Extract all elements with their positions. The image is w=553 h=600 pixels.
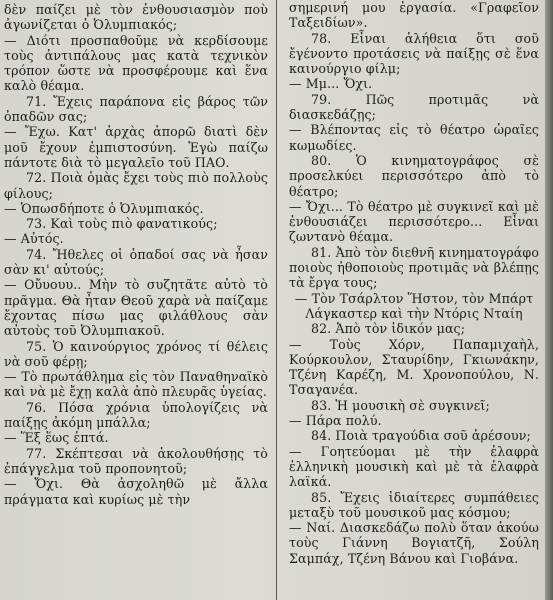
answer: — Ναί. Διασκεδάζω πολὺ ὅταν ἀκούω τοὺς Γιάννη Βογιατζῆ, Σούλη Σαμπάχ, Τζένη Βάνου καὶ Γιοβάνα. xyxy=(289,520,539,566)
question: 80. Ὁ κινηματογράφος σὲ προσελκύει περισσότερο ἀπὸ τὸ θέατρο; xyxy=(289,152,539,199)
question: 71. Ἔχεις παράπονα εἰς βάρος τῶν ὀπαδῶν σας; xyxy=(4,93,268,125)
answer: — Ὁπωσδήποτε ὁ Ὀλυμπιακός. xyxy=(4,200,204,216)
page-edge-shadow xyxy=(545,0,553,600)
question: 85. Ἔχεις ἰδιαίτερες συμπάθειες μεταξὺ τοῦ μουσικοῦ μας κόσμου; xyxy=(289,489,539,520)
answer: — Τὸ πρωτάθλημα εἰς τὸν Παναθηναϊκὸ καὶ νὰ μὲ ἔχῃ καλὰ ἀπὸ πλευρᾶς ὑγείας. xyxy=(4,369,268,400)
answer: — Τοὺς Χόρν, Παπαμιχαὴλ, Κούρκουλον, Σταυρίδην, Γκιωνάκην, Τζένη Καρέζη, Μ. Χρονοπούλου, Ν. Τσαγανέα. xyxy=(289,336,539,398)
answer: — Ἕξ ἕως ἑπτά. xyxy=(4,430,109,446)
left-column xyxy=(4,2,268,600)
right-column xyxy=(289,0,539,600)
question: 77. Σκέπτεσαι νὰ ἀκολουθήσῃς τὸ ἐπάγγελμα τοῦ προπονητοῦ; xyxy=(4,445,268,476)
answer: — Γοητεύομαι μὲ τὴν ἐλαφρὰ ἑλληνικὴ μουσικὴ καὶ μὲ τὰ ἐλαφρὰ λαϊκά. xyxy=(289,443,539,490)
question: 82. Ἀπὸ τὸν ἰδικόν μας; xyxy=(311,321,466,337)
answer: — Πάρα πολύ. xyxy=(289,413,382,429)
question: 78. Εἶναι ἀλήθεια ὅτι σοῦ ἔγένοντο προτάσεις νὰ παίξῃς σὲ ἕνα καινούργιο φίλμ; xyxy=(289,30,539,77)
paragraph: δὲν παίζει μὲ τὸν ἐνθουσιασμὸν ποὺ ἀγωνίζεται ὁ Ὀλυμπιακός; xyxy=(4,2,268,33)
answer: — Αὐτός. xyxy=(4,231,64,247)
question: 76. Πόσα χρόνια ὑπολογίζεις νὰ παίξῃς ἀκόμη μπάλλα; xyxy=(4,399,268,431)
question: 75. Ὁ καινούργιος χρόνος τί θέλεις νὰ σοῦ φέρῃ; xyxy=(4,338,268,369)
column-divider xyxy=(276,0,277,600)
answer: — Ὄχι. Θὰ ἀσχοληθῶ μὲ ἄλλα πράγματα καὶ κυρίως μὲ τὴν xyxy=(4,476,268,507)
question: 83. Ἡ μουσικὴ σὲ συγκινεῖ; xyxy=(311,397,490,413)
question: 79. Πῶς προτιμᾶς νὰ διασκεδάζῃς; xyxy=(289,91,539,123)
paragraph: — Διότι προσπαθοῦμε νὰ κερδίσουμε τοὺς ἀντιπάλους μας κατὰ τεχνικὸν τρόπον ὥστε νὰ προσφέρουμε καὶ ἕνα καλὸ θέαμα. xyxy=(4,32,268,94)
paragraph: σημερινή μου ἐργασία. «Γραφεῖον Ταξειδίων». xyxy=(289,0,539,31)
answer: — Οὔυουυ.. Μὴν τὸ συζητᾶτε αὐτὸ τὸ πρᾶγμα. Θὰ ἦταν Θεοῦ χαρὰ νὰ παίζαμε ἔχοντας πίσω μας φιλάθλους σὰν αὐτοὺς τοῦ Ὀλυμπιακοῦ. xyxy=(4,277,268,339)
question: 73. Καὶ τοὺς πιὸ φανατικούς; xyxy=(26,216,218,232)
question: 74. Ἤθελες οἱ ὀπαδοί σας νὰ ἦσαν σὰν κι' αὐτούς; xyxy=(4,246,268,278)
question: 72. Ποιὰ ὁμὰς ἔχει τοὺς πιὸ πολλοὺς φίλους; xyxy=(4,170,268,201)
question: 84. Ποιὰ τραγούδια σοῦ ἀρέσουν; xyxy=(311,428,531,444)
answer: — Μμ... Ὄχι. xyxy=(289,76,373,92)
question: 81. Ἀπὸ τὸν διεθνῆ κινηματογράφο ποιοὺς ἠθοποιοὺς προτιμᾶς νὰ βλέπῃς τὰ ἔργα τους; xyxy=(289,244,539,291)
answer: — Ἔχω. Κατ' ἀρχὰς ἀπορῶ διατὶ δὲν μοῦ ἔχουν ἐμπιστοσύνη. Ἐγὼ παίζω πάντοτε διὰ τὸ μεγαλεῖο τοῦ ΠΑΟ. xyxy=(4,124,268,170)
answer: — Ὄχι... Τὸ θέατρο μὲ συγκινεῖ καὶ μὲ ἐνθουσιάζει περισσότερο... Εἶναι ζωντανὸ θέαμα. xyxy=(289,198,539,245)
answer: — Τὸν Τσάρλτον Ἥστον, τὸν Μπάρτ Λάγκαστερ καὶ τὴν Ντόρις Νταίη xyxy=(294,290,534,321)
answer: — Βλέποντας εἰς τὸ θέατρο ὡραῖες κωμωδίες. xyxy=(289,122,539,153)
